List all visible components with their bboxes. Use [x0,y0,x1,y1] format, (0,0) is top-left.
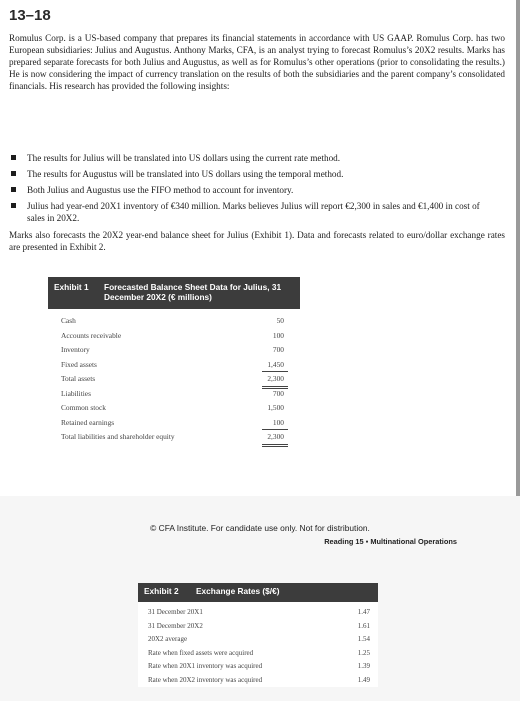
table-row: Fixed assets 1,450 [48,358,300,373]
insights-list [9,152,499,228]
problem-number: 13–18 [9,7,51,24]
list-item: The results for Augustus will be translated into US dollars using the temporal method. [9,168,499,180]
exhibit-2-header [138,583,378,601]
table-row: Rate when 20X2 inventory was acquired 1.49 [148,675,370,684]
table-row: 31 December 20X1 1.47 [148,608,370,616]
table-row: Retained earnings 100 [48,416,300,431]
exhibit-2-label: Exhibit 2 [144,586,179,596]
total-double-rule [262,444,288,447]
table-row: 20X2 average 1.54 [148,635,370,643]
table-row: 31 December 20X2 1.61 [148,621,370,630]
bullet-icon [11,155,16,160]
intro-paragraph: Romulus Corp. is a US-based company that prepares its financial statements in accordance with US GAAP. Romulus Corp. has two European subsidiaries: Julius and Augustus. Anthony Marks, CFA, is an analyst trying to forecast Romulus’s 20X2 results. Marks has prepared separate forecasts for both Julius and Augustus, as well as for Romulus’s other operations (prior to consolidating the results.) He is now considering the impact of currency translation on the results of both the subsidiaries and the parent company’s consolidated financials. His research has provided the following insights: [9,33,505,91]
table-row: Total liabilities and shareholder equity 2,300 [48,430,300,445]
table-row: Rate when fixed assets were acquired 1.25 [148,648,370,657]
table-row: Total assets 2,300 [48,372,300,387]
table-row: Accounts receivable 100 [61,330,284,340]
exhibit-1-header [48,277,300,308]
table-row: Inventory 700 [61,345,284,354]
closing-paragraph: Marks also forecasts the 20X2 year-end balance sheet for Julius (Exhibit 1). Data and forecasts related to euro/dollar exchange rates are presented in Exhibit 2. [9,230,505,252]
table-row: Cash 50 [61,316,284,325]
list-item: The results for Julius will be translated into US dollars using the current rate method. [9,152,499,164]
table-row: Liabilities 700 [61,388,284,398]
exhibit-1-title: Forecasted Balance Sheet Data for Julius, 31 December 20X2 (€ millions) [104,282,282,302]
reading-title: Reading 15 ▪ Multinational Operations [324,537,457,546]
scrollbar[interactable] [516,0,520,496]
list-item: Both Julius and Augustus use the FIFO method to account for inventory. [9,184,499,196]
list-item: Julius had year-end 20X1 inventory of €340 million. Marks believes Julius will report €2,300 in sales and €1,400 in cost of sales in 20X2. [9,200,499,224]
bullet-icon [11,203,16,208]
exhibit-2-table [138,583,378,687]
table-row: Common stock 1,500 [61,403,284,412]
copyright-note: © CFA Institute. For candidate use only. Not for distribution. [150,523,370,533]
table-row: Rate when 20X1 inventory was acquired 1.39 [148,662,370,670]
exhibit-1-table [48,277,300,445]
exhibit-1-label: Exhibit 1 [54,282,89,292]
exhibit-2-title: Exchange Rates ($/€) [196,586,280,596]
bullet-icon [11,171,16,176]
bullet-icon [11,187,16,192]
